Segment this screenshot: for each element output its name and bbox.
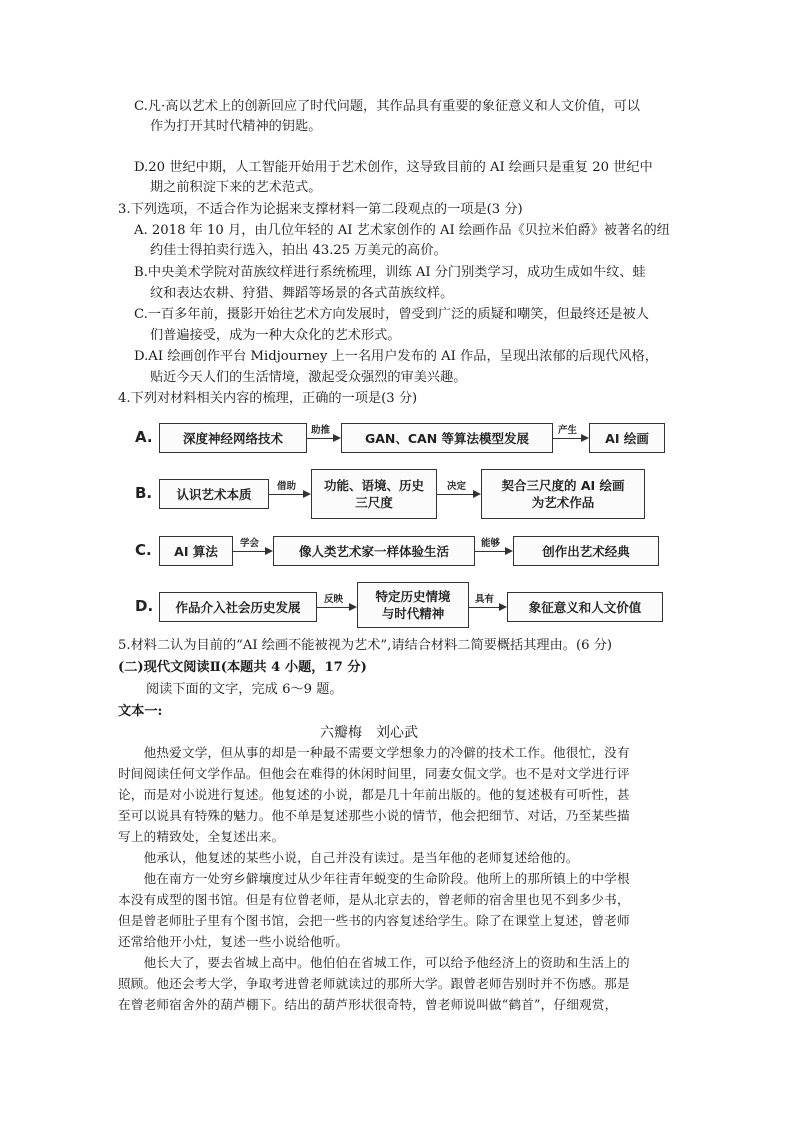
story-p1-line5: 写上的精致处，全复述出来。 (118, 829, 285, 844)
row-a-arrow-2-label: 产生 (558, 425, 578, 436)
q3-option-d-line1: D.AI 绘画创作平台 Midjourney 上一名用户发布的 AI 作品，呈现出浓郁的后现代风格， (134, 349, 658, 364)
row-b-arrow-1 (269, 494, 309, 495)
row-d-arrow-1-label: 反映 (324, 594, 344, 605)
story-p3-line4: 还常给他开小灶，复述一些小说给他听。 (118, 934, 349, 949)
q2-option-d-line1: D.20 世纪中期，人工智能开始用于艺术创作，这导致目前的 AI 绘画只是重复 20 世纪中 (134, 160, 653, 175)
story-p1-line1: 他热爱文学，但从事的却是一种最不需要文学想象力的冷僻的技术工作。他很忙，没有 (118, 745, 630, 760)
row-a-box-1: 深度神经网络技术 (159, 423, 307, 453)
story-p2-line1: 他承认，他复述的某些小说，自己并没有读过。是当年他的老师复述给他的。 (118, 850, 579, 865)
q3-option-c-line2: 们普遍接受，成为一种大众化的艺术形式。 (150, 328, 401, 343)
row-c-arrow-2-label: 能够 (481, 538, 501, 549)
row-a-label: A. (135, 428, 153, 446)
row-d-box-2-line1: 特定历史情境 (375, 589, 451, 604)
row-b-box-2-line1: 功能、语境、历史 (323, 478, 424, 493)
story-p1-line3: 论，而是对小说进行复述。他复述的小说，都是几十年前出版的。他的复述极有可听性，甚 (118, 787, 630, 802)
q2-option-d-line2: 期之前积淀下来的艺术范式。 (150, 180, 322, 195)
q3-option-c-line1: C.一百多年前，摄影开始往艺术方向发展时，曾受到广泛的质疑和嘲笑，但最终还是被人 (134, 307, 649, 322)
story-p3-line1: 他在南方一处穷乡僻壤度过从少年往青年蜕变的生命阶段。他所上的那所镇上的中学根 (118, 871, 630, 886)
story-title: 六瓣梅 刘心武 (320, 725, 418, 741)
row-a-arrow-1-label: 助推 (311, 425, 331, 436)
q3-option-d-line2: 贴近今天人们的生活情境，激起受众强烈的审美兴趣。 (150, 370, 467, 385)
row-b-box-3 (481, 469, 645, 519)
q3-option-a-line2: 约佳士得拍卖行选入，拍出 43.25 万美元的高价。 (150, 243, 447, 258)
row-c-arrow-1-label: 学会 (240, 538, 260, 549)
row-d-box-2 (357, 582, 469, 628)
story-p1-line2: 时间阅读任何文学作品。但他会在难得的休闲时间里，同妻女侃文学。也不是对文学进行评 (118, 766, 630, 781)
story-p3-line2: 本没有成型的图书馆。但是有位曾老师，是从北京去的，曾老师的宿舍里也见不到多少书， (118, 892, 630, 907)
section2-heading: (二)现代文阅读Ⅱ(本题共 4 小题，17 分) (118, 660, 367, 675)
row-c-arrow-2 (475, 551, 511, 552)
row-b-arrow-2-label: 决定 (447, 481, 467, 492)
row-a-box-3: AI 绘画 (589, 423, 665, 453)
row-a-arrow-1 (307, 438, 339, 439)
q4-stem: 4.下列对材料相关内容的梳理，正确的一项是(3 分) (118, 391, 418, 406)
story-p3-line3: 但是曾老师肚子里有个图书馆，会把一些书的内容复述给学生。除了在课堂上复述，曾老师 (118, 913, 630, 928)
row-c-box-2: 像人类艺术家一样体验生活 (273, 536, 475, 566)
text-one-label: 文本一: (118, 704, 163, 719)
row-d-arrow-1 (317, 607, 355, 608)
row-b-arrow-2 (437, 494, 479, 495)
row-c-box-3: 创作出艺术经典 (513, 536, 659, 566)
row-c-label: C. (135, 541, 152, 559)
row-d-box-2-line2: 与时代精神 (381, 606, 445, 621)
story-p4-line3: 在曾老师宿舍外的葫芦棚下。结出的葫芦形状很奇特，曾老师说叫做“鹤首”，仔细观赏， (118, 997, 618, 1012)
q4-flow-diagram (127, 414, 667, 628)
row-c-box-1: AI 算法 (159, 536, 233, 566)
story-p4-line1: 他长大了，要去省城上高中。他伯伯在省城工作，可以给予他经济上的资助和生活上的 (118, 955, 630, 970)
q3-stem: 3.下列选项，不适合作为论据来支撑材料一第二段观点的一项是(3 分) (118, 202, 523, 217)
row-d-box-3: 象征意义和人文价值 (507, 592, 663, 622)
q3-option-b-line1: B.中央美术学院对苗族纹样进行系统梳理，训练 AI 分门别类学习，成功生成如牛纹、蛙 (134, 265, 646, 280)
row-b-box-2-line2: 三尺度 (355, 495, 393, 510)
row-d-label: D. (135, 597, 154, 615)
row-d-arrow-2-label: 具有 (475, 594, 495, 605)
row-b-label: B. (135, 484, 153, 502)
q2-option-c-line1: C.凡·高以艺术上的创新回应了时代问题，其作品具有重要的象征意义和人文价值，可以 (134, 99, 640, 114)
q5-stem: 5.材料二认为目前的“AI 绘画不能被视为艺术”,请结合材料二简要概括其理由。(6 分) (118, 638, 613, 653)
row-b-box-2 (311, 469, 437, 519)
row-a-arrow-2 (553, 438, 587, 439)
q3-option-b-line2: 纹和表达农耕、狩猎、舞蹈等场景的各式苗族纹样。 (150, 286, 454, 301)
row-b-box-3-line1: 契合三尺度的 AI 绘画 (501, 478, 625, 493)
row-b-box-1: 认识艺术本质 (159, 479, 269, 509)
row-d-arrow-2 (469, 607, 505, 608)
section2-instruction: 阅读下面的文字，完成 6～9 题。 (146, 682, 343, 697)
story-p4-line2: 照顾。他还会考大学，争取考进曾老师就读过的那所大学。跟曾老师告别时并不伤感。那是 (118, 976, 630, 991)
q3-option-a-line1: A. 2018 年 10 月，由几位年轻的 AI 艺术家创作的 AI 绘画作品《贝拉米伯爵》被著名的纽 (134, 223, 670, 238)
row-b-box-3-line2: 为艺术作品 (531, 495, 595, 510)
story-p1-line4: 至可以说具有特殊的魅力。他不单是复述那些小说的情节，他会把细节、对话，乃至某些描 (118, 808, 630, 823)
row-c-arrow-1 (233, 551, 271, 552)
row-b-arrow-1-label: 借助 (277, 481, 297, 492)
row-a-box-2: GAN、CAN 等算法模型发展 (341, 423, 553, 453)
q2-option-c-line2: 作为打开其时代精神的钥匙。 (150, 119, 322, 134)
row-d-box-1: 作品介入社会历史发展 (159, 592, 317, 622)
